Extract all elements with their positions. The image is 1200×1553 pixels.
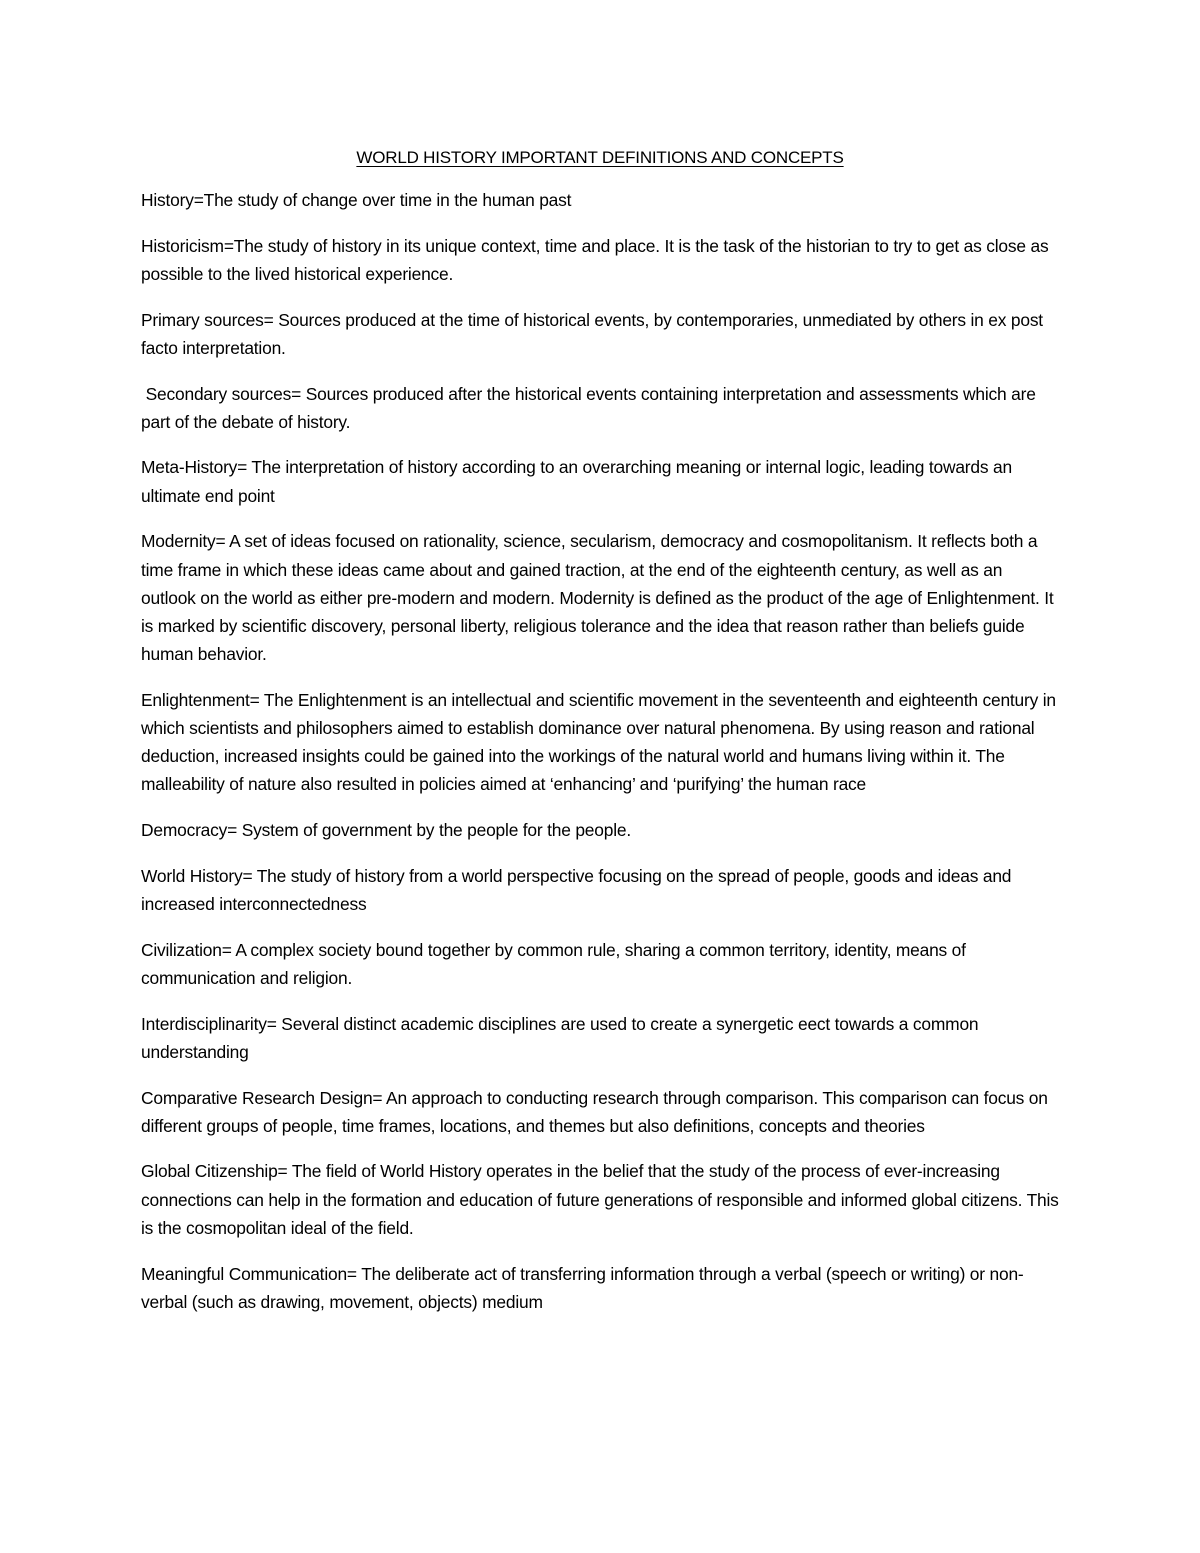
definition-historicism: Historicism=The study of history in its unique context, time and place. It is the task of the historian to try to get as close as possible to the lived historical experience. bbox=[141, 235, 1054, 284]
definition-history: History=The study of change over time in the human past bbox=[141, 190, 572, 210]
definition-modernity: Modernity= A set of ideas focused on rationality, science, secularism, democracy and cosmopolitanism. It reflects both a time frame in which these ideas came about and gained traction, at the end of the eighteenth century, as well as an outlook on the world as either pre-modern and modern. Modernity is defined as the product of the age of Enlightenment. It is marked by scientific discovery, personal liberty, religious tolerance and the idea that reason rather than beliefs guide human behavior. bbox=[141, 531, 1059, 665]
definition-meaningful-communication: Meaningful Communication= The deliberate act of transferring information through a verbal (speech or writing) or non-verbal (such as drawing, movement, objects) medium bbox=[141, 1263, 1024, 1312]
definition-civilization: Civilization= A complex society bound together by common rule, sharing a common territory, identity, means of communication and religion. bbox=[141, 939, 971, 988]
definition-enlightenment: Enlightenment= The Enlightenment is an intellectual and scientific movement in the seventeenth and eighteenth century in which scientists and philosophers aimed to establish dominance over natural phenomena. By using reason and rational deduction, increased insights could be gained into the workings of the natural world and humans living within it. The malleability of nature also resulted in policies aimed at ‘enhancing’ and ‘purifying’ the human race bbox=[141, 689, 1061, 795]
definition-meta-history: Meta-History= The interpretation of history according to an overarching meaning or internal logic, leading towards an ultimate end point bbox=[141, 457, 1017, 506]
definitions-list bbox=[141, 186, 1064, 1334]
definition-comparative-research-design: Comparative Research Design= An approach to conducting research through comparison. This comparison can focus on different groups of people, time frames, locations, and themes but also definitions, concepts and theories bbox=[141, 1087, 1053, 1136]
definition-global-citizenship: Global Citizenship= The field of World History operates in the belief that the study of the process of ever-increasing connections can help in the formation and education of future generations of responsible and informed global citizens. This is the cosmopolitan ideal of the field. bbox=[141, 1161, 1064, 1238]
definition-world-history: World History= The study of history from a world perspective focusing on the spread of people, goods and ideas and increased interconnectedness bbox=[141, 865, 1016, 915]
definition-interdisciplinarity: Interdisciplinarity= Several distinct academic disciplines are used to create a synergetic eect towards a common understanding bbox=[141, 1013, 984, 1062]
definition-democracy: Democracy= System of government by the people for the people. bbox=[141, 820, 631, 841]
definition-secondary-sources: Secondary sources= Sources produced after the historical events containing interpretation and assessments which are part of the debate of history. bbox=[141, 383, 1041, 432]
definition-primary-sources: Primary sources= Sources produced at the time of historical events, by contemporaries, unmediated by others in ex post facto interpretation. bbox=[141, 309, 1048, 358]
document-title: WORLD HISTORY IMPORTANT DEFINITIONS AND CONCEPTS bbox=[356, 148, 844, 167]
